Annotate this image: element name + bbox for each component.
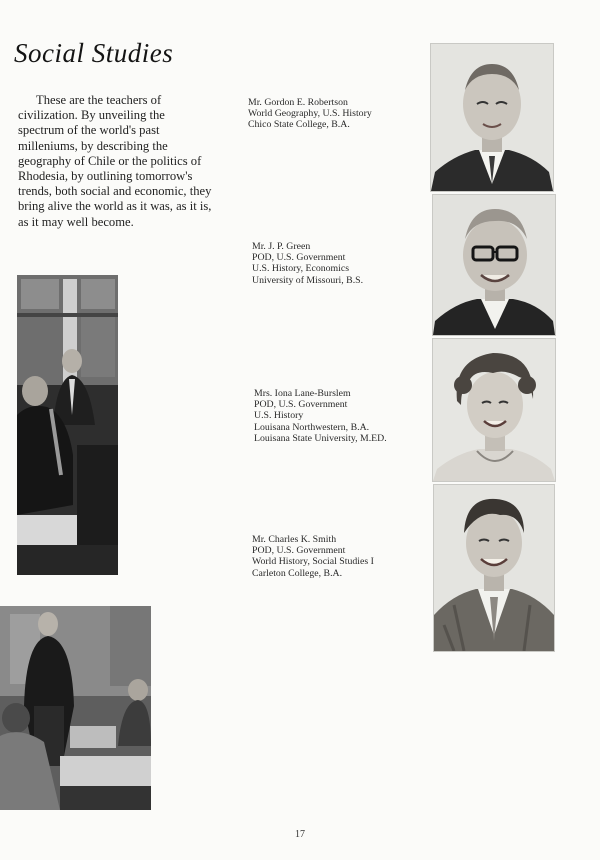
teacher-subjects-2: U.S. History: [254, 410, 304, 422]
teacher-name: Mr. J. P. Green: [252, 241, 311, 252]
portrait-smith: [433, 484, 555, 652]
teacher-subjects: POD, U.S. Government: [252, 252, 346, 264]
portrait-lane-burslem-image: [433, 339, 555, 481]
teacher-degree: Carleton College, B.A.: [252, 567, 343, 579]
portrait-green: [432, 194, 556, 336]
teacher-name: Mrs. Iona Lane-Burslem: [254, 388, 351, 399]
teacher-caption-lane-burslem: [254, 388, 387, 444]
candid-photo-classroom-window-image: [17, 275, 118, 575]
teacher-caption-robertson: [248, 97, 372, 131]
teacher-degree: Chico State College, B.A.: [248, 119, 350, 131]
page-number: 17: [295, 829, 305, 840]
portrait-robertson: [430, 43, 554, 192]
candid-photo-classroom-standing: [0, 606, 151, 810]
candid-photo-classroom-window: [17, 275, 118, 575]
teacher-subjects-2: World History, Social Studies I: [252, 556, 374, 568]
teacher-name: Mr. Gordon E. Robertson: [248, 97, 348, 108]
teacher-subjects-2: U.S. History, Economics: [252, 263, 350, 275]
teacher-caption-smith: [252, 534, 374, 579]
page-title: Social Studies: [14, 38, 174, 68]
candid-photo-classroom-standing-image: [0, 606, 151, 810]
teacher-degree: Louisana Northwestern, B.A.: [254, 421, 370, 433]
portrait-smith-image: [434, 485, 554, 651]
teacher-subjects: POD, U.S. Government: [254, 399, 348, 411]
teacher-caption-green: [252, 241, 363, 286]
teacher-name: Mr. Charles K. Smith: [252, 534, 337, 545]
portrait-lane-burslem: [432, 338, 556, 482]
intro-paragraph: These are the teachers of civilization. By unveiling the spectrum of the world's past milleniums, by describing the geography of Chile or the politics of Rhodesia, by outlining tomorrow's trends, both social and economic, they bring alive the world as it was, as it is, as it may well become.: [18, 93, 212, 229]
teacher-subjects: POD, U.S. Government: [252, 545, 346, 557]
portrait-robertson-image: [431, 44, 553, 191]
portrait-green-image: [433, 195, 555, 335]
teacher-subjects: World Geography, U.S. History: [248, 108, 372, 120]
teacher-degree-2: Louisana State University, M.ED.: [254, 432, 387, 444]
teacher-degree: University of Missouri, B.S.: [252, 274, 364, 286]
